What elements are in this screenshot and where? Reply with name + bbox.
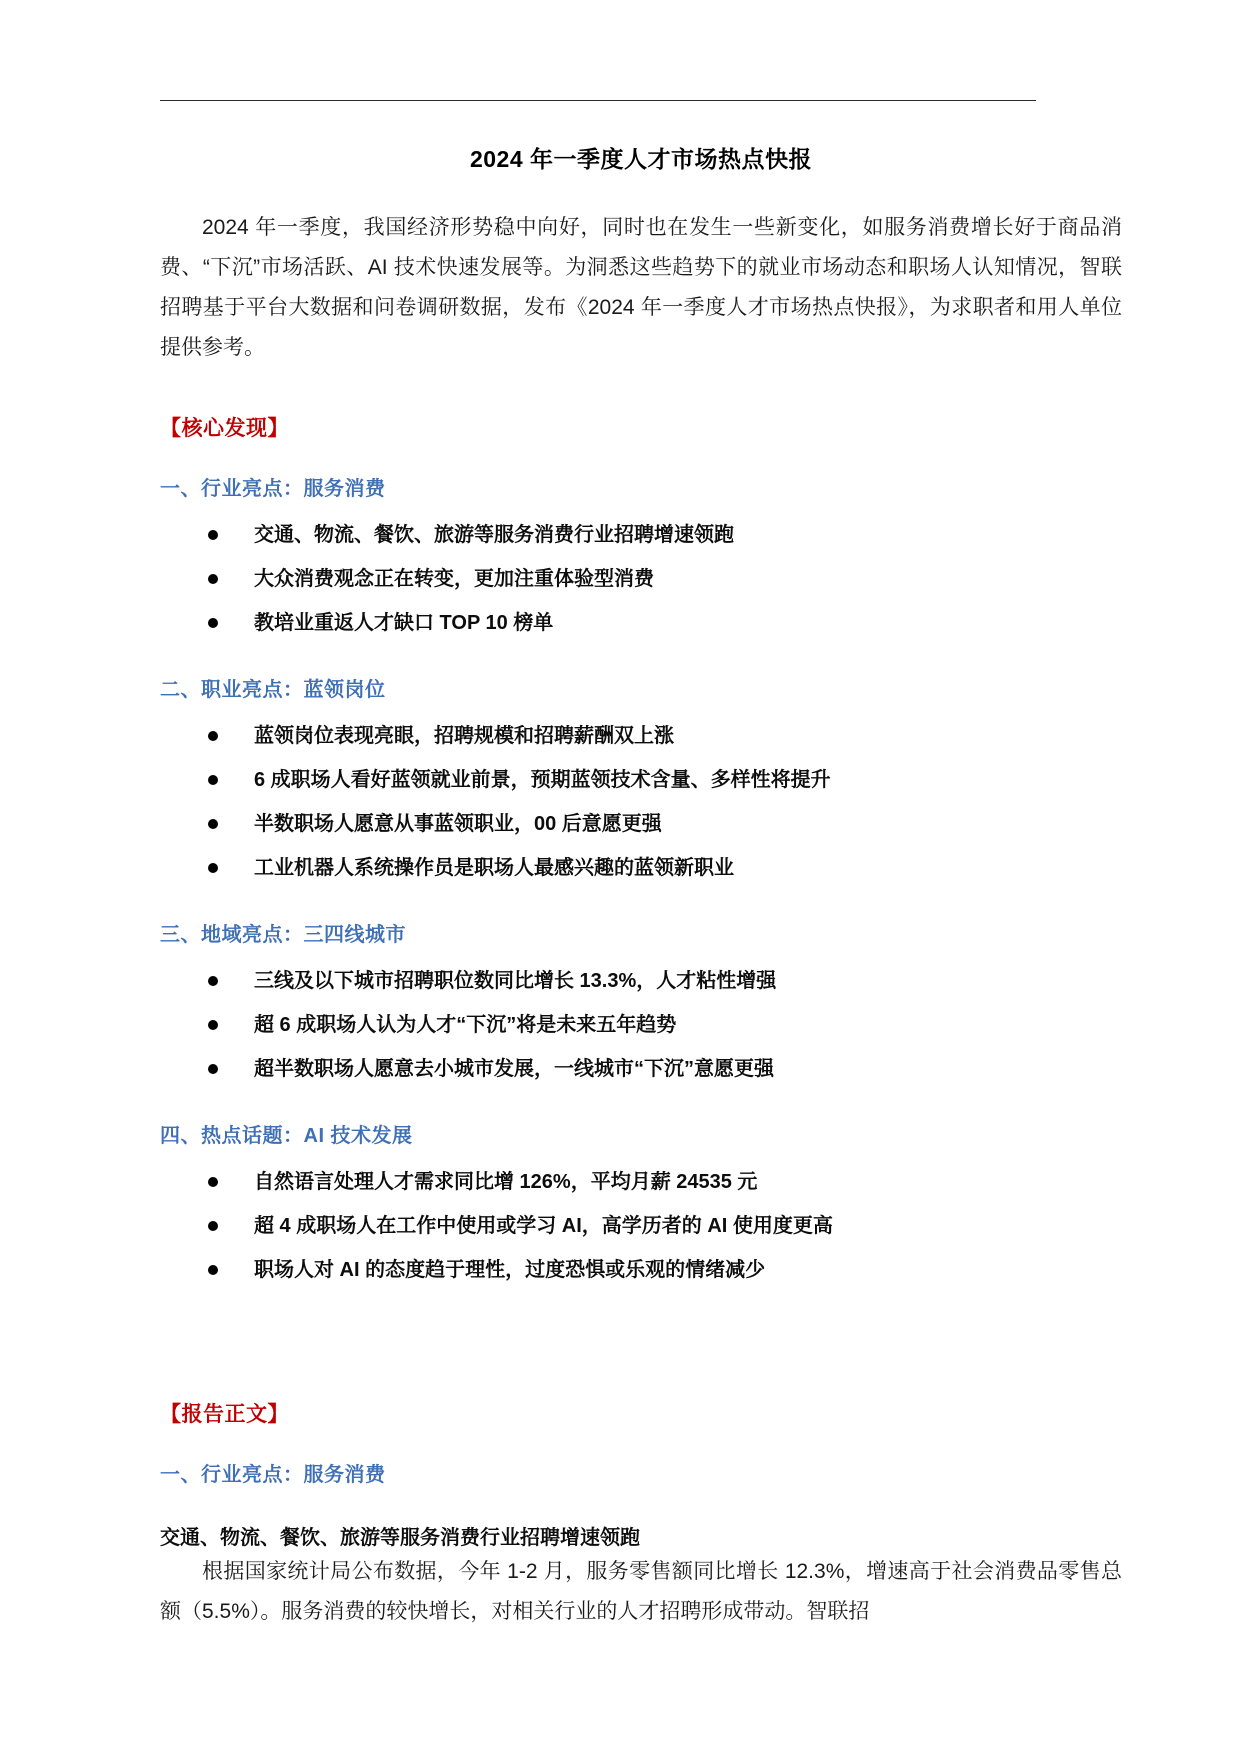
bullet-dot-icon — [208, 775, 218, 785]
bullet-dot-icon — [208, 1221, 218, 1231]
bullet-dot-icon — [208, 731, 218, 741]
page-title: 2024 年一季度人才市场热点快报 — [469, 146, 813, 172]
list-item — [208, 760, 1122, 800]
intro-paragraph: 2024 年一季度，我国经济形势稳中向好，同时也在发生一些新变化，如服务消费增长好于商品消费、“下沉”市场活跃、AI 技术快速发展等。为洞悉这些趋势下的就业市场动态和职场人认知情况，智联招聘基于平台大数据和问卷调研数据，发布《2024 年一季度人才市场热点快报》，为求职者和用人单位提供参考。 — [160, 216, 1122, 359]
section-spacer — [160, 1298, 1122, 1354]
list-item — [208, 961, 1122, 1001]
list-item-label: 半数职场人愿意从事蓝领职业，00 后意愿更强 — [254, 813, 662, 835]
list-item — [208, 1206, 1122, 1246]
bullet-dot-icon — [208, 863, 218, 873]
list-item — [208, 1005, 1122, 1045]
bullet-dot-icon — [208, 1265, 218, 1275]
bullet-dot-icon — [208, 618, 218, 628]
body-paragraph: 根据国家统计局公布数据，今年 1-2 月，服务零售额同比增长 12.3%，增速高于社会消费品零售总额（5.5%）。服务消费的较快增长，对相关行业的人才招聘形成带动。智联招 — [160, 1560, 1122, 1623]
bullet-list-ai — [160, 1162, 1122, 1290]
body-sub-heading: 交通、物流、餐饮、旅游等服务消费行业招聘增速领跑 — [160, 1527, 640, 1549]
list-item-label: 蓝领岗位表现亮眼，招聘规模和招聘薪酬双上涨 — [254, 725, 674, 747]
list-item-label: 超 4 成职场人在工作中使用或学习 AI，高学历者的 AI 使用度更高 — [254, 1215, 833, 1237]
list-item-label: 大众消费观念正在转变，更加注重体验型消费 — [254, 568, 654, 590]
section-heading-region: 三、地域亮点：三四线城市 — [160, 924, 406, 946]
header-divider — [160, 100, 1036, 101]
list-item — [208, 716, 1122, 756]
list-item — [208, 559, 1122, 599]
list-item-label: 交通、物流、餐饮、旅游等服务消费行业招聘增速领跑 — [254, 524, 734, 546]
list-item-label: 教培业重返人才缺口 TOP 10 榜单 — [254, 612, 554, 634]
section-heading-industry: 一、行业亮点：服务消费 — [160, 478, 386, 500]
list-item — [208, 1049, 1122, 1089]
bullet-list-industry — [160, 515, 1122, 643]
list-item-label: 工业机器人系统操作员是职场人最感兴趣的蓝领新职业 — [254, 857, 734, 879]
list-item — [208, 804, 1122, 844]
list-item — [208, 1250, 1122, 1290]
list-item-label: 职场人对 AI 的态度趋于理性，过度恐惧或乐观的情绪减少 — [254, 1259, 766, 1281]
bullet-dot-icon — [208, 976, 218, 986]
bullet-dot-icon — [208, 1177, 218, 1187]
bullet-dot-icon — [208, 574, 218, 584]
section-heading-ai: 四、热点话题：AI 技术发展 — [160, 1125, 413, 1147]
list-item-label: 超半数职场人愿意去小城市发展，一线城市“下沉”意愿更强 — [254, 1058, 774, 1080]
list-item — [208, 1162, 1122, 1202]
list-item-label: 超 6 成职场人认为人才“下沉”将是未来五年趋势 — [254, 1014, 677, 1036]
bullet-dot-icon — [208, 819, 218, 829]
section-heading-occupation: 二、职业亮点：蓝领岗位 — [160, 679, 386, 701]
bullet-dot-icon — [208, 1064, 218, 1074]
bullet-dot-icon — [208, 1020, 218, 1030]
list-item-label: 自然语言处理人才需求同比增 126%，平均月薪 24535 元 — [254, 1171, 758, 1193]
bullet-list-occupation — [160, 716, 1122, 888]
bullet-dot-icon — [208, 530, 218, 540]
body-section-heading: 一、行业亮点：服务消费 — [160, 1464, 386, 1486]
core-findings-label: 【核心发现】 — [160, 417, 289, 440]
list-item — [208, 515, 1122, 555]
list-item — [208, 848, 1122, 888]
list-item-label: 三线及以下城市招聘职位数同比增长 13.3%，人才粘性增强 — [254, 970, 777, 992]
report-body-label: 【报告正文】 — [160, 1403, 289, 1426]
list-item — [208, 603, 1122, 643]
bullet-list-region — [160, 961, 1122, 1089]
list-item-label: 6 成职场人看好蓝领就业前景，预期蓝领技术含量、多样性将提升 — [254, 769, 831, 791]
